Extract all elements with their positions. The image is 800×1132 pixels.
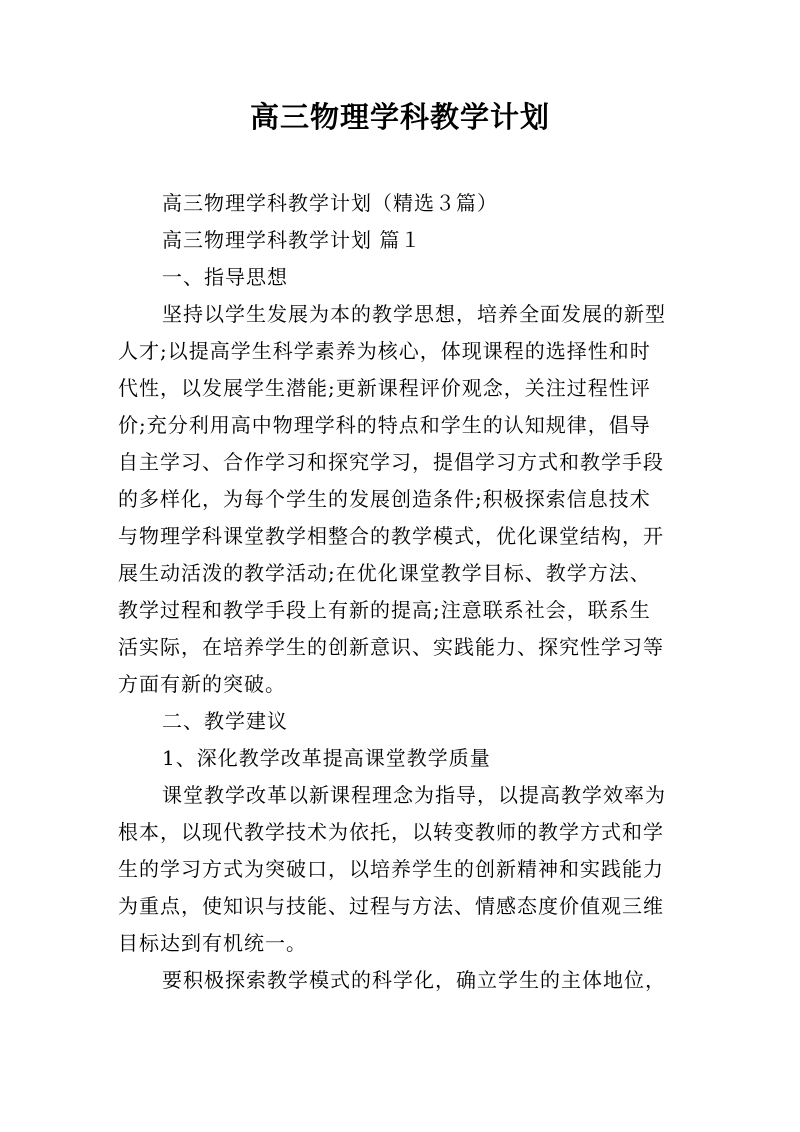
subtitle-collection: 高三物理学科教学计划（精选３篇） (162, 191, 498, 215)
paragraph-line: 坚持以学生发展为本的教学思想，培养全面发展的新型 (162, 302, 666, 326)
paragraph-line: 人才;以提高学生科学素养为核心，体现课程的选择性和时 (118, 339, 651, 363)
paragraph-line: 的多样化，为每个学生的发展创造条件;积极探索信息技术 (118, 487, 651, 511)
paragraph-line: 展生动活泼的教学活动;在优化课堂教学目标、教学方法、 (118, 561, 651, 585)
section-heading-guiding-thought: 一、指导思想 (162, 265, 288, 289)
document-title: 高三物理学科教学计划 (249, 100, 550, 134)
document-body (118, 185, 688, 999)
paragraph-line: 活实际，在培养学生的创新意识、实践能力、探究性学习等 (118, 635, 664, 659)
paragraph-line: 教学过程和教学手段上有新的提高;注意联系社会，联系生 (118, 598, 651, 622)
paragraph-line: 生的学习方式为突破口，以培养学生的创新精神和实践能力 (118, 857, 664, 881)
subsection-heading-deepen-reform: 1、深化教学改革提高课堂教学质量 (162, 746, 491, 770)
subtitle-part: 高三物理学科教学计划 篇１ (162, 228, 422, 252)
paragraph-line: 自主学习、合作学习和探究学习，提倡学习方式和教学手段 (118, 450, 664, 474)
paragraph-line: 目标达到有机统一。 (118, 931, 307, 955)
paragraph-line: 根本，以现代教学技术为依托，以转变教师的教学方式和学 (118, 820, 664, 844)
paragraph-line: 代性，以发展学生潜能;更新课程评价观念，关注过程性评 (118, 376, 651, 400)
paragraph-line: 与物理学科课堂教学相整合的教学模式，优化课堂结构，开 (118, 524, 664, 548)
paragraph-line: 为重点，使知识与技能、过程与方法、情感态度价值观三维 (118, 894, 664, 918)
paragraph-line: 方面有新的突破。 (118, 672, 286, 696)
paragraph-line: 课堂教学改革以新课程理念为指导，以提高教学效率为 (162, 783, 666, 807)
paragraph-line: 价;充分利用高中物理学科的特点和学生的认知规律，倡导 (118, 413, 651, 437)
paragraph-line: 要积极探索教学模式的科学化，确立学生的主体地位， (162, 968, 666, 992)
section-heading-teaching-suggestions: 二、教学建议 (162, 709, 288, 733)
